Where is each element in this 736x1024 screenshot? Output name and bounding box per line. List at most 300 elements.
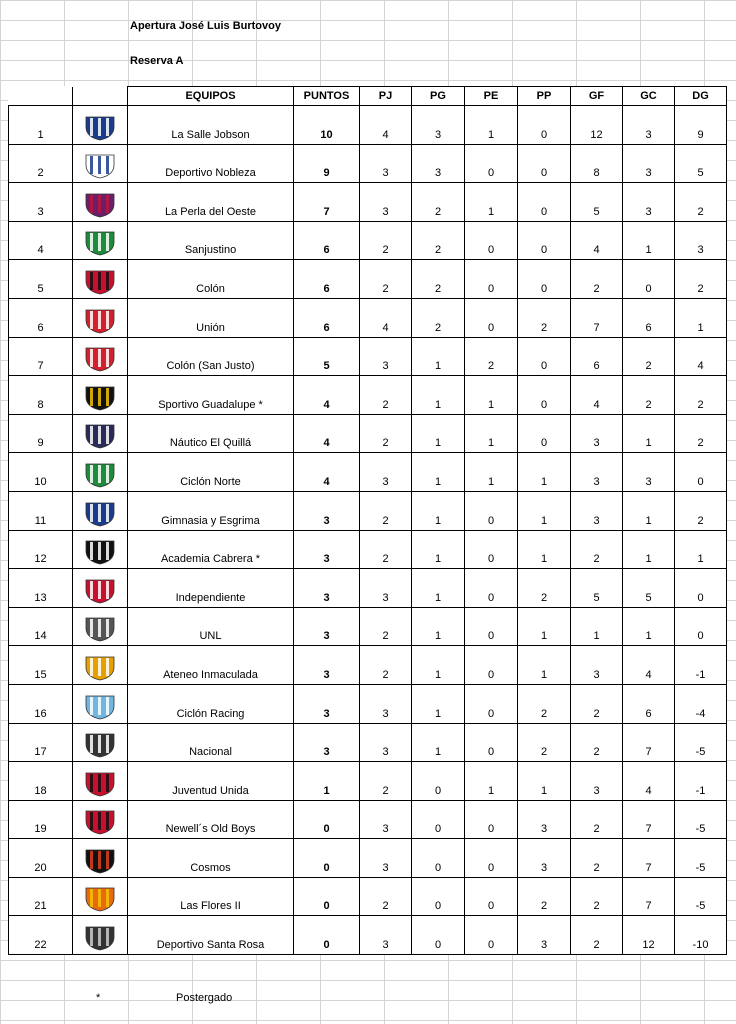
union-crest xyxy=(82,308,118,334)
pg-cell: 1 xyxy=(412,376,465,415)
position-cell: 17 xyxy=(9,723,73,762)
newells-old-boys-crest xyxy=(82,809,118,835)
unl-crest xyxy=(82,616,118,642)
ateneo-inmaculada-crest xyxy=(82,655,118,681)
ciclon-racing-crest xyxy=(82,694,118,720)
pe-cell: 0 xyxy=(465,839,518,878)
team-name-cell: Gimnasia y Esgrima xyxy=(128,491,294,530)
gc-cell: 3 xyxy=(623,453,675,492)
crest-cell xyxy=(73,106,128,145)
team-name-cell: Colón (San Justo) xyxy=(128,337,294,376)
team-name-cell: Colón xyxy=(128,260,294,299)
gc-cell: 7 xyxy=(623,877,675,916)
pe-cell: 0 xyxy=(465,260,518,299)
team-name-cell: Las Flores II xyxy=(128,877,294,916)
header-row xyxy=(9,87,727,106)
gimnasia-y-esgrima-crest xyxy=(82,501,118,527)
dg-cell: 5 xyxy=(675,144,727,183)
deportivo-nobleza-crest xyxy=(82,153,118,179)
pe-cell: 2 xyxy=(465,337,518,376)
dg-cell: 4 xyxy=(675,337,727,376)
crest-cell xyxy=(73,298,128,337)
position-cell: 14 xyxy=(9,607,73,646)
header-pe: PE xyxy=(465,87,518,106)
pg-cell: 1 xyxy=(412,569,465,608)
pts-cell: 7 xyxy=(294,183,360,222)
team-name-cell: Academia Cabrera * xyxy=(128,530,294,569)
pg-cell: 1 xyxy=(412,646,465,685)
pg-cell: 2 xyxy=(412,183,465,222)
pj-cell: 3 xyxy=(360,916,412,955)
team-name-cell: Newell´s Old Boys xyxy=(128,800,294,839)
pe-cell: 0 xyxy=(465,684,518,723)
gc-cell: 1 xyxy=(623,491,675,530)
pj-cell: 2 xyxy=(360,260,412,299)
gc-cell: 1 xyxy=(623,530,675,569)
table-row xyxy=(9,607,727,646)
gf-cell: 12 xyxy=(571,106,623,145)
pp-cell: 1 xyxy=(518,530,571,569)
gc-cell: 3 xyxy=(623,183,675,222)
position-cell: 18 xyxy=(9,762,73,801)
colon-crest xyxy=(82,269,118,295)
pp-cell: 1 xyxy=(518,453,571,492)
pts-cell: 3 xyxy=(294,723,360,762)
pg-cell: 1 xyxy=(412,414,465,453)
team-name-cell: Deportivo Santa Rosa xyxy=(128,916,294,955)
nautico-el-quilla-crest xyxy=(82,423,118,449)
gc-cell: 5 xyxy=(623,569,675,608)
team-name-cell: Ateneo Inmaculada xyxy=(128,646,294,685)
dg-cell: 0 xyxy=(675,569,727,608)
position-cell: 20 xyxy=(9,839,73,878)
table-row xyxy=(9,260,727,299)
position-cell: 15 xyxy=(9,646,73,685)
crest-cell xyxy=(73,646,128,685)
pg-cell: 1 xyxy=(412,684,465,723)
position-cell: 4 xyxy=(9,221,73,260)
position-cell: 6 xyxy=(9,298,73,337)
dg-cell: 9 xyxy=(675,106,727,145)
pg-cell: 1 xyxy=(412,723,465,762)
standings-table xyxy=(8,86,727,955)
dg-cell: 1 xyxy=(675,298,727,337)
team-name-cell: Sanjustino xyxy=(128,221,294,260)
pts-cell: 5 xyxy=(294,337,360,376)
pg-cell: 1 xyxy=(412,491,465,530)
pj-cell: 3 xyxy=(360,337,412,376)
pe-cell: 0 xyxy=(465,877,518,916)
pts-cell: 0 xyxy=(294,916,360,955)
position-cell: 8 xyxy=(9,376,73,415)
pp-cell: 0 xyxy=(518,106,571,145)
position-cell: 7 xyxy=(9,337,73,376)
table-row xyxy=(9,839,727,878)
pj-cell: 3 xyxy=(360,723,412,762)
gf-cell: 4 xyxy=(571,221,623,260)
dg-cell: -4 xyxy=(675,684,727,723)
la-salle-jobson-crest xyxy=(82,115,118,141)
header-dg: DG xyxy=(675,87,727,106)
pj-cell: 2 xyxy=(360,607,412,646)
position-cell: 22 xyxy=(9,916,73,955)
gf-cell: 2 xyxy=(571,877,623,916)
ciclon-norte-crest xyxy=(82,462,118,488)
pp-cell: 0 xyxy=(518,221,571,260)
gc-cell: 0 xyxy=(623,260,675,299)
gf-cell: 1 xyxy=(571,607,623,646)
pts-cell: 3 xyxy=(294,646,360,685)
gf-cell: 3 xyxy=(571,646,623,685)
header-gf: GF xyxy=(571,87,623,106)
pts-cell: 4 xyxy=(294,453,360,492)
dg-cell: -1 xyxy=(675,646,727,685)
pe-cell: 1 xyxy=(465,453,518,492)
pg-cell: 1 xyxy=(412,453,465,492)
pts-cell: 6 xyxy=(294,260,360,299)
pg-cell: 1 xyxy=(412,530,465,569)
gf-cell: 3 xyxy=(571,491,623,530)
position-cell: 10 xyxy=(9,453,73,492)
pj-cell: 3 xyxy=(360,684,412,723)
pts-cell: 4 xyxy=(294,414,360,453)
pj-cell: 2 xyxy=(360,491,412,530)
pts-cell: 3 xyxy=(294,684,360,723)
pp-cell: 1 xyxy=(518,491,571,530)
header-pp: PP xyxy=(518,87,571,106)
pts-cell: 9 xyxy=(294,144,360,183)
gf-cell: 5 xyxy=(571,569,623,608)
dg-cell: -5 xyxy=(675,800,727,839)
team-name-cell: Juventud Unida xyxy=(128,762,294,801)
gc-cell: 1 xyxy=(623,221,675,260)
pj-cell: 2 xyxy=(360,221,412,260)
pg-cell: 1 xyxy=(412,607,465,646)
table-row xyxy=(9,144,727,183)
dg-cell: 1 xyxy=(675,530,727,569)
table-row xyxy=(9,800,727,839)
pe-cell: 1 xyxy=(465,183,518,222)
deportivo-santa-rosa-crest xyxy=(82,925,118,951)
pe-cell: 0 xyxy=(465,491,518,530)
dg-cell: -5 xyxy=(675,839,727,878)
gc-cell: 7 xyxy=(623,800,675,839)
gf-cell: 7 xyxy=(571,298,623,337)
gf-cell: 3 xyxy=(571,414,623,453)
table-row xyxy=(9,453,727,492)
pp-cell: 3 xyxy=(518,916,571,955)
pe-cell: 1 xyxy=(465,376,518,415)
pp-cell: 2 xyxy=(518,877,571,916)
gf-cell: 2 xyxy=(571,839,623,878)
position-cell: 12 xyxy=(9,530,73,569)
table-row xyxy=(9,106,727,145)
dg-cell: -5 xyxy=(675,723,727,762)
division-subtitle: Reserva A xyxy=(130,55,184,67)
gf-cell: 8 xyxy=(571,144,623,183)
pj-cell: 3 xyxy=(360,800,412,839)
team-name-cell: Unión xyxy=(128,298,294,337)
header-puntos: PUNTOS xyxy=(294,87,360,106)
header-pg: PG xyxy=(412,87,465,106)
dg-cell: 3 xyxy=(675,221,727,260)
position-cell: 2 xyxy=(9,144,73,183)
gc-cell: 6 xyxy=(623,684,675,723)
gf-cell: 2 xyxy=(571,723,623,762)
pj-cell: 3 xyxy=(360,144,412,183)
page-title: Apertura José Luis Burtovoy xyxy=(130,20,281,32)
gc-cell: 6 xyxy=(623,298,675,337)
gf-cell: 2 xyxy=(571,916,623,955)
table-row xyxy=(9,221,727,260)
gc-cell: 12 xyxy=(623,916,675,955)
nacional-crest xyxy=(82,732,118,758)
gc-cell: 1 xyxy=(623,414,675,453)
header-gc: GC xyxy=(623,87,675,106)
pts-cell: 0 xyxy=(294,839,360,878)
dg-cell: 2 xyxy=(675,376,727,415)
cosmos-crest xyxy=(82,848,118,874)
crest-cell xyxy=(73,800,128,839)
pp-cell: 1 xyxy=(518,762,571,801)
pe-cell: 1 xyxy=(465,106,518,145)
colon-san-justo-crest xyxy=(82,346,118,372)
position-cell: 1 xyxy=(9,106,73,145)
header-pj: PJ xyxy=(360,87,412,106)
pe-cell: 0 xyxy=(465,530,518,569)
pj-cell: 2 xyxy=(360,414,412,453)
pts-cell: 0 xyxy=(294,877,360,916)
table-row xyxy=(9,569,727,608)
academia-cabrera-crest xyxy=(82,539,118,565)
las-flores-ii-crest xyxy=(82,886,118,912)
crest-cell xyxy=(73,414,128,453)
pts-cell: 3 xyxy=(294,530,360,569)
position-cell: 16 xyxy=(9,684,73,723)
pg-cell: 2 xyxy=(412,298,465,337)
crest-cell xyxy=(73,376,128,415)
pj-cell: 2 xyxy=(360,376,412,415)
pts-cell: 6 xyxy=(294,298,360,337)
crest-cell xyxy=(73,183,128,222)
crest-cell xyxy=(73,877,128,916)
pp-cell: 0 xyxy=(518,260,571,299)
gc-cell: 4 xyxy=(623,646,675,685)
gc-cell: 7 xyxy=(623,723,675,762)
pe-cell: 0 xyxy=(465,916,518,955)
gf-cell: 2 xyxy=(571,530,623,569)
pg-cell: 0 xyxy=(412,877,465,916)
table-row xyxy=(9,376,727,415)
pe-cell: 1 xyxy=(465,762,518,801)
pj-cell: 4 xyxy=(360,298,412,337)
pts-cell: 6 xyxy=(294,221,360,260)
team-name-cell: La Salle Jobson xyxy=(128,106,294,145)
crest-cell xyxy=(73,607,128,646)
pts-cell: 3 xyxy=(294,569,360,608)
crest-cell xyxy=(73,684,128,723)
gc-cell: 2 xyxy=(623,376,675,415)
team-name-cell: Ciclón Racing xyxy=(128,684,294,723)
table-row xyxy=(9,337,727,376)
crest-cell xyxy=(73,144,128,183)
position-cell: 5 xyxy=(9,260,73,299)
pp-cell: 0 xyxy=(518,337,571,376)
crest-cell xyxy=(73,762,128,801)
pp-cell: 2 xyxy=(518,723,571,762)
crest-cell xyxy=(73,337,128,376)
table-row xyxy=(9,684,727,723)
pj-cell: 3 xyxy=(360,569,412,608)
pg-cell: 2 xyxy=(412,260,465,299)
dg-cell: 2 xyxy=(675,260,727,299)
team-name-cell: UNL xyxy=(128,607,294,646)
pg-cell: 3 xyxy=(412,106,465,145)
juventud-unida-crest xyxy=(82,771,118,797)
pts-cell: 3 xyxy=(294,607,360,646)
team-name-cell: Cosmos xyxy=(128,839,294,878)
pp-cell: 0 xyxy=(518,414,571,453)
pg-cell: 3 xyxy=(412,144,465,183)
table-row xyxy=(9,723,727,762)
pp-cell: 1 xyxy=(518,607,571,646)
pj-cell: 2 xyxy=(360,646,412,685)
gc-cell: 1 xyxy=(623,607,675,646)
position-cell: 21 xyxy=(9,877,73,916)
dg-cell: -10 xyxy=(675,916,727,955)
table-row xyxy=(9,414,727,453)
pg-cell: 0 xyxy=(412,839,465,878)
position-cell: 9 xyxy=(9,414,73,453)
gc-cell: 4 xyxy=(623,762,675,801)
pp-cell: 0 xyxy=(518,376,571,415)
pts-cell: 0 xyxy=(294,800,360,839)
pe-cell: 0 xyxy=(465,221,518,260)
gf-cell: 2 xyxy=(571,684,623,723)
pp-cell: 2 xyxy=(518,569,571,608)
pg-cell: 2 xyxy=(412,221,465,260)
table-row xyxy=(9,491,727,530)
crest-cell xyxy=(73,839,128,878)
crest-cell xyxy=(73,723,128,762)
sanjustino-crest xyxy=(82,230,118,256)
table-row xyxy=(9,916,727,955)
team-name-cell: Deportivo Nobleza xyxy=(128,144,294,183)
table-row xyxy=(9,183,727,222)
position-cell: 11 xyxy=(9,491,73,530)
dg-cell: 2 xyxy=(675,183,727,222)
crest-cell xyxy=(73,569,128,608)
pp-cell: 3 xyxy=(518,839,571,878)
gc-cell: 3 xyxy=(623,144,675,183)
header-equipos: EQUIPOS xyxy=(128,87,294,106)
dg-cell: -5 xyxy=(675,877,727,916)
pj-cell: 3 xyxy=(360,183,412,222)
pj-cell: 2 xyxy=(360,877,412,916)
dg-cell: -1 xyxy=(675,762,727,801)
table-row xyxy=(9,762,727,801)
pe-cell: 0 xyxy=(465,723,518,762)
pe-cell: 0 xyxy=(465,800,518,839)
pp-cell: 2 xyxy=(518,684,571,723)
gc-cell: 7 xyxy=(623,839,675,878)
pj-cell: 4 xyxy=(360,106,412,145)
dg-cell: 2 xyxy=(675,491,727,530)
table-row xyxy=(9,877,727,916)
table-row xyxy=(9,298,727,337)
team-name-cell: La Perla del Oeste xyxy=(128,183,294,222)
crest-cell xyxy=(73,221,128,260)
position-cell: 13 xyxy=(9,569,73,608)
gf-cell: 2 xyxy=(571,260,623,299)
pe-cell: 0 xyxy=(465,569,518,608)
pg-cell: 0 xyxy=(412,762,465,801)
gf-cell: 3 xyxy=(571,762,623,801)
gc-cell: 2 xyxy=(623,337,675,376)
pj-cell: 2 xyxy=(360,530,412,569)
pe-cell: 0 xyxy=(465,607,518,646)
dg-cell: 0 xyxy=(675,607,727,646)
pe-cell: 0 xyxy=(465,144,518,183)
pts-cell: 4 xyxy=(294,376,360,415)
independiente-crest xyxy=(82,578,118,604)
pg-cell: 0 xyxy=(412,916,465,955)
pp-cell: 2 xyxy=(518,298,571,337)
pe-cell: 0 xyxy=(465,298,518,337)
pts-cell: 3 xyxy=(294,491,360,530)
pe-cell: 0 xyxy=(465,646,518,685)
pp-cell: 0 xyxy=(518,144,571,183)
pj-cell: 3 xyxy=(360,453,412,492)
position-cell: 3 xyxy=(9,183,73,222)
table-row xyxy=(9,530,727,569)
footnote-text: Postergado xyxy=(176,992,233,1004)
gf-cell: 5 xyxy=(571,183,623,222)
pj-cell: 3 xyxy=(360,839,412,878)
team-name-cell: Nacional xyxy=(128,723,294,762)
pe-cell: 1 xyxy=(465,414,518,453)
crest-cell xyxy=(73,453,128,492)
pp-cell: 3 xyxy=(518,800,571,839)
crest-cell xyxy=(73,916,128,955)
gf-cell: 2 xyxy=(571,800,623,839)
team-name-cell: Sportivo Guadalupe * xyxy=(128,376,294,415)
pp-cell: 0 xyxy=(518,183,571,222)
pg-cell: 0 xyxy=(412,800,465,839)
pts-cell: 1 xyxy=(294,762,360,801)
table-row xyxy=(9,646,727,685)
gf-cell: 3 xyxy=(571,453,623,492)
crest-cell xyxy=(73,491,128,530)
pp-cell: 1 xyxy=(518,646,571,685)
pj-cell: 2 xyxy=(360,762,412,801)
gf-cell: 6 xyxy=(571,337,623,376)
crest-cell xyxy=(73,530,128,569)
la-perla-del-oeste-crest xyxy=(82,192,118,218)
gc-cell: 3 xyxy=(623,106,675,145)
pts-cell: 10 xyxy=(294,106,360,145)
gf-cell: 4 xyxy=(571,376,623,415)
dg-cell: 0 xyxy=(675,453,727,492)
team-name-cell: Náutico El Quillá xyxy=(128,414,294,453)
sportivo-guadalupe-crest xyxy=(82,385,118,411)
team-name-cell: Independiente xyxy=(128,569,294,608)
position-cell: 19 xyxy=(9,800,73,839)
pg-cell: 1 xyxy=(412,337,465,376)
crest-cell xyxy=(73,260,128,299)
footnote-mark: * xyxy=(96,992,101,1004)
dg-cell: 2 xyxy=(675,414,727,453)
